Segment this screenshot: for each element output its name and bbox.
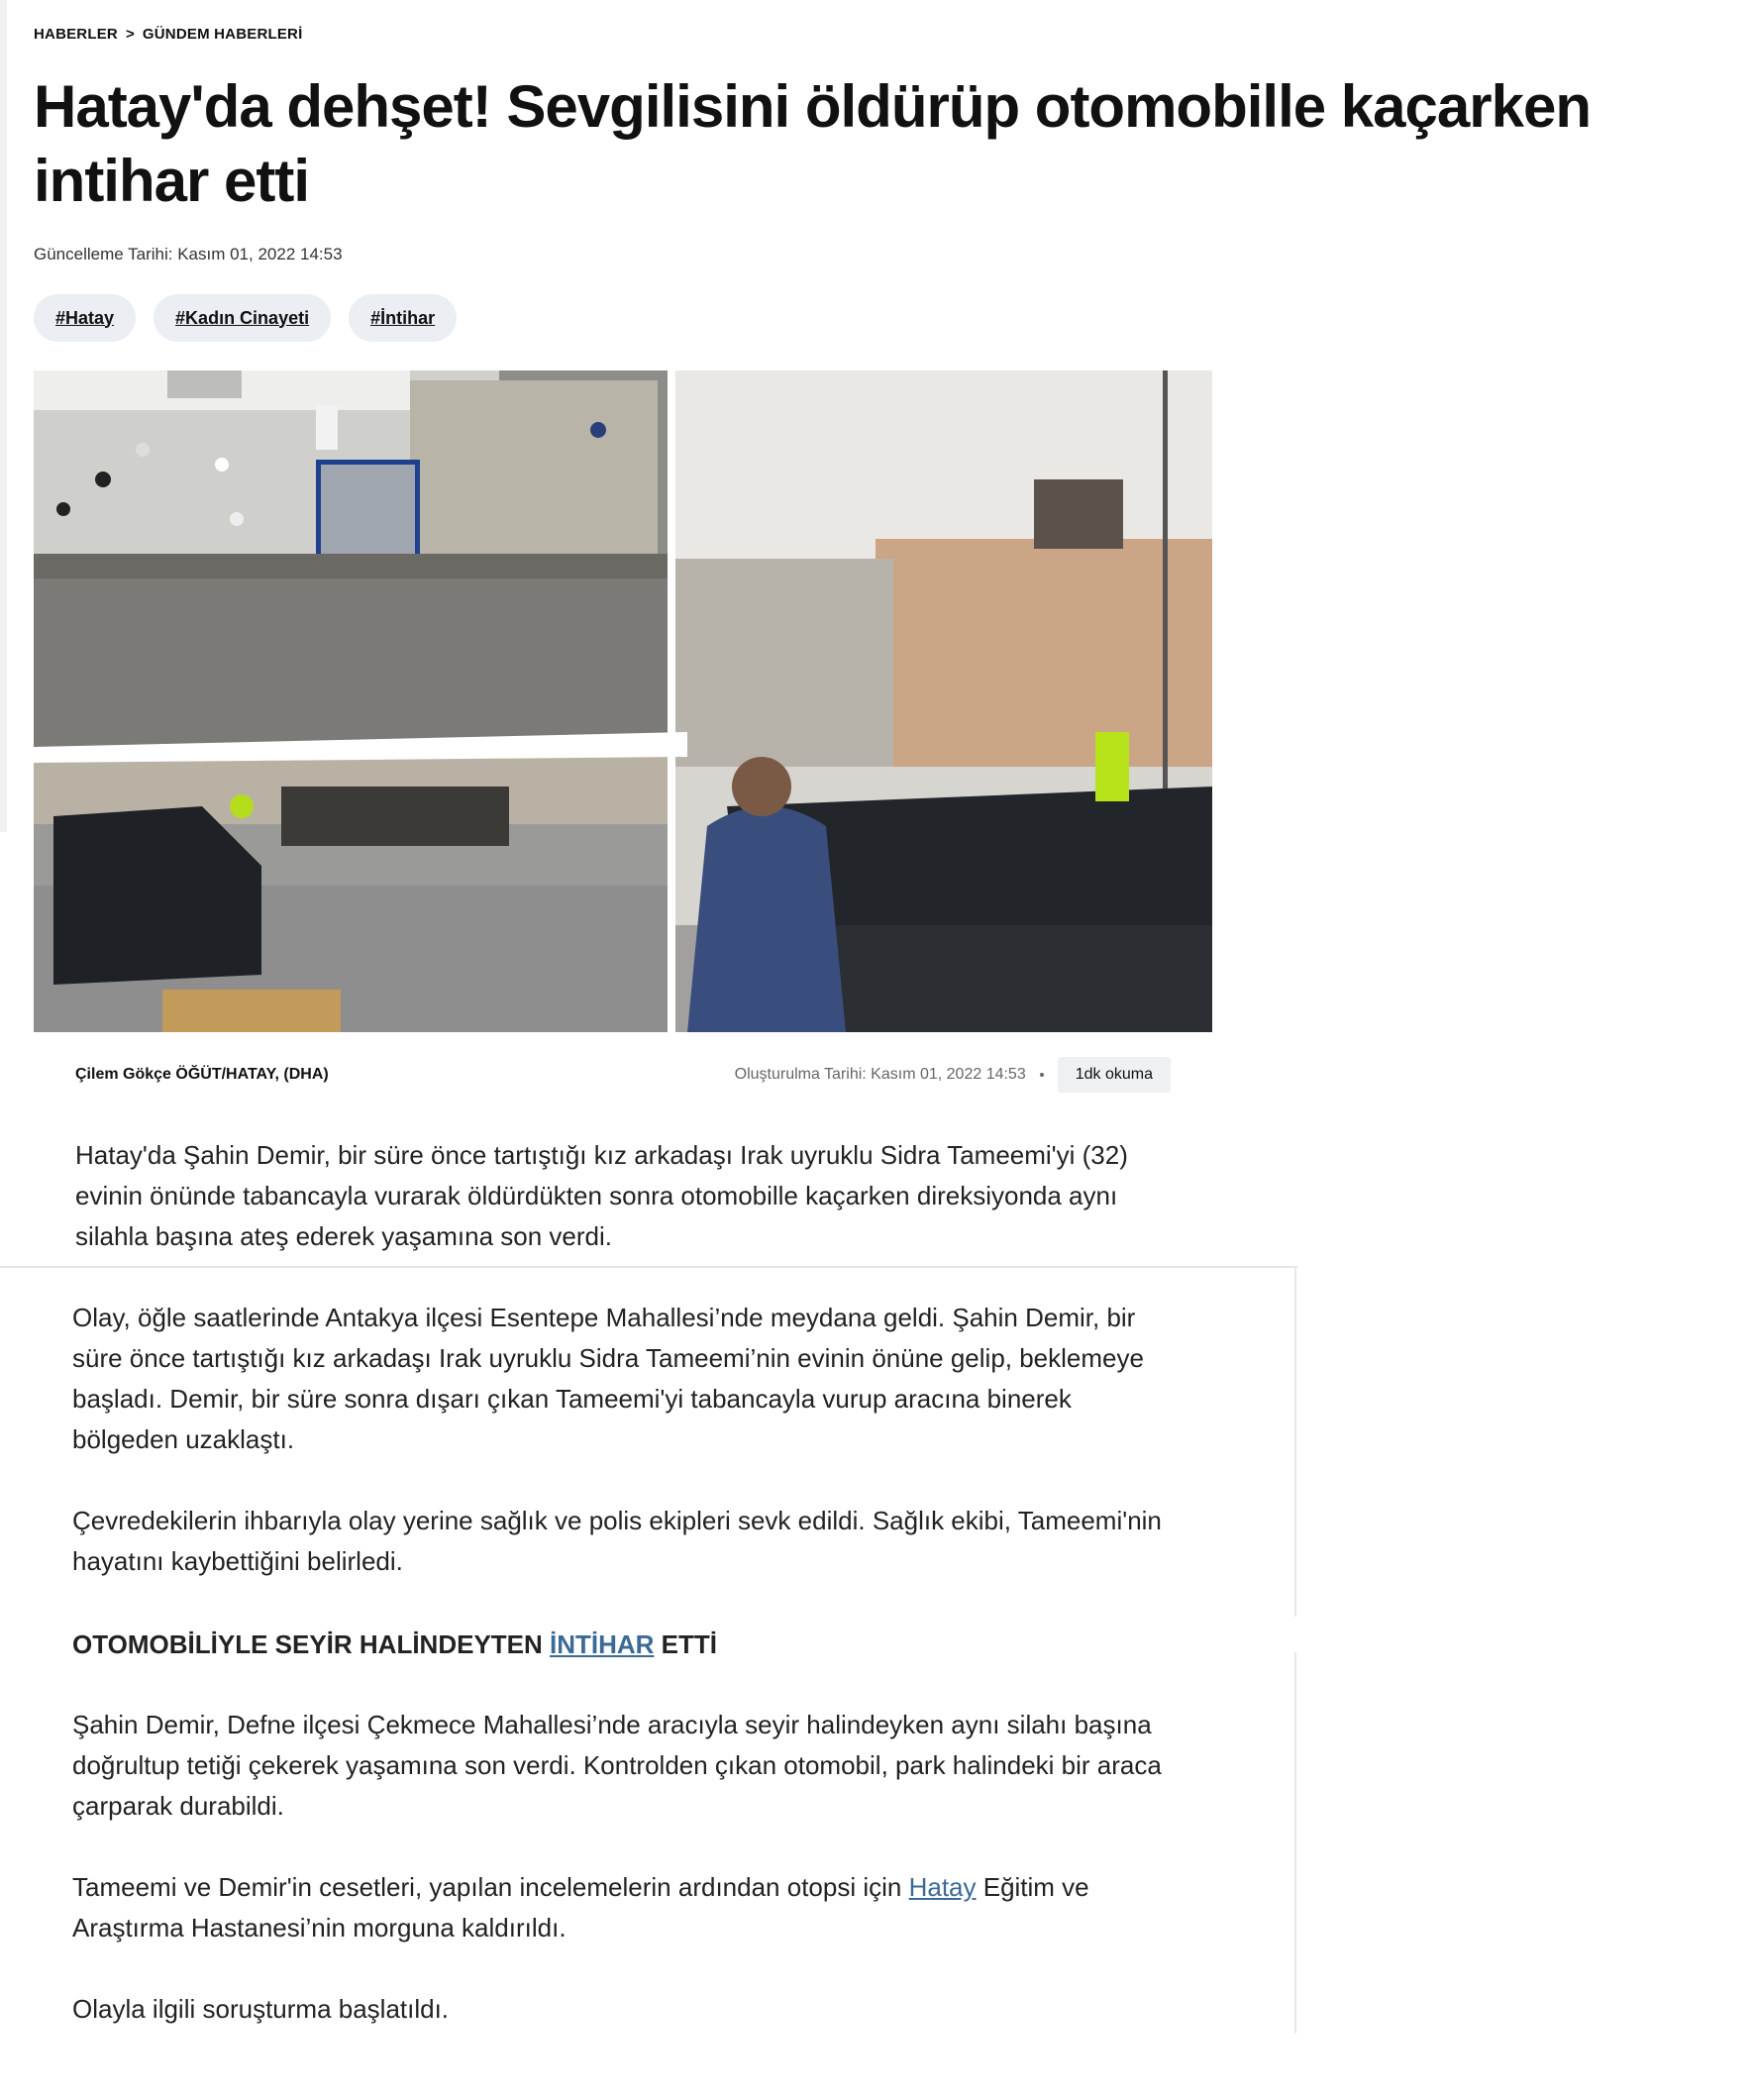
subheading-text: OTOMOBİLİYLE SEYİR HALİNDEYTEN: [72, 1629, 551, 1659]
intihar-keyword-link[interactable]: İNTİHAR: [550, 1629, 655, 1659]
article-paragraph: Olay, öğle saatlerinde Antakya ilçesi Esentepe Mahallesi’nde meydana geldi. Şahin Demir, bir süre önce tartıştığı kız arkadaşı Irak uyruklu Sidra Tameemi’nin evinin önüne gelip, beklemeye başladı. Demir, bir süre sonra dışarı çıkan Tameemi'yi tabancayla vurup aracına binerek bölgeden uzaklaştı.: [72, 1303, 1144, 1454]
article-paragraph: Çevredekilerin ihbarıyla olay yerine sağlık ve polis ekipleri sevk edildi. Sağlık ekibi, Tameemi'nin hayatını kaybettiğini belirledi.: [72, 1506, 1162, 1576]
article-paragraph: Şahin Demir, Defne ilçesi Çekmece Mahallesi’nde aracıyla seyir halindeyken aynı silahı başına doğrultup tetiği çekerek yaşamına son verdi. Kontrolden çıkan otomobil, park halindeki bir araca çarparak durabildi.: [72, 1710, 1162, 1821]
photo-man-and-car: [675, 370, 1212, 1032]
paragraph-text: Tameemi ve Demir'in cesetleri, yapılan incelemelerin ardından otopsi için: [72, 1872, 909, 1902]
author-name: Çilem Gökçe ÖĞÜT/HATAY, (DHA): [75, 1066, 329, 1083]
article-paragraph: [72, 1867, 1182, 1948]
paragraph-text: Eğitim ve Araştırma Hastanesi’nin morguna kaldırıldı.: [72, 1872, 1089, 1942]
article-lead: Hatay'da Şahin Demir, bir süre önce tartıştığı kız arkadaşı Irak uyruklu Sidra Tameemi'yi (32) evinin önünde tabancayla vurarak öldürdükten sonra otomobille kaçarken direksiyonda aynı silahla başına ateş ederek yaşamına son verdi.: [75, 1140, 1128, 1251]
article-subheading: [72, 1625, 1182, 1665]
tag-list: [34, 294, 457, 342]
hatay-keyword-link[interactable]: Hatay: [908, 1872, 977, 1902]
article-meta: [75, 1056, 1171, 1094]
content-side-border: [1294, 1266, 1296, 1617]
breadcrumb-home-link[interactable]: HABERLER: [34, 26, 118, 43]
meta-right: [735, 1057, 1171, 1093]
photo-street-car: [34, 755, 668, 1032]
content-divider: [0, 1266, 1297, 1268]
photo-aerial-scene: [34, 370, 672, 747]
content-side-border: [1294, 1652, 1296, 2034]
article-photo-collage: [34, 370, 1212, 1032]
collage-image: [34, 370, 1212, 1032]
tag-kadin-cinayeti[interactable]: #Kadın Cinayeti: [154, 294, 331, 342]
article-title: Hatay'da dehşet! Sevgilisini öldürüp otomobille kaçarken intihar etti: [34, 73, 1591, 214]
tag-hatay[interactable]: #Hatay: [34, 294, 136, 342]
article-paragraph: Olayla ilgili soruşturma başlatıldı.: [72, 1994, 450, 2024]
separator-dot-icon: [1040, 1073, 1044, 1077]
chevron-right-icon: >: [125, 26, 135, 43]
left-edge-bar: [0, 0, 7, 832]
read-time-badge: 1dk okuma: [1058, 1057, 1171, 1093]
breadcrumb-section-link[interactable]: GÜNDEM HABERLERİ: [142, 26, 303, 43]
breadcrumb: [34, 26, 302, 43]
created-date: Oluşturulma Tarihi: Kasım 01, 2022 14:53: [734, 1066, 1026, 1083]
update-date: Güncelleme Tarihi: Kasım 01, 2022 14:53: [34, 245, 343, 263]
subheading-text: ETTİ: [654, 1629, 718, 1659]
tag-intihar[interactable]: #İntihar: [349, 294, 457, 342]
